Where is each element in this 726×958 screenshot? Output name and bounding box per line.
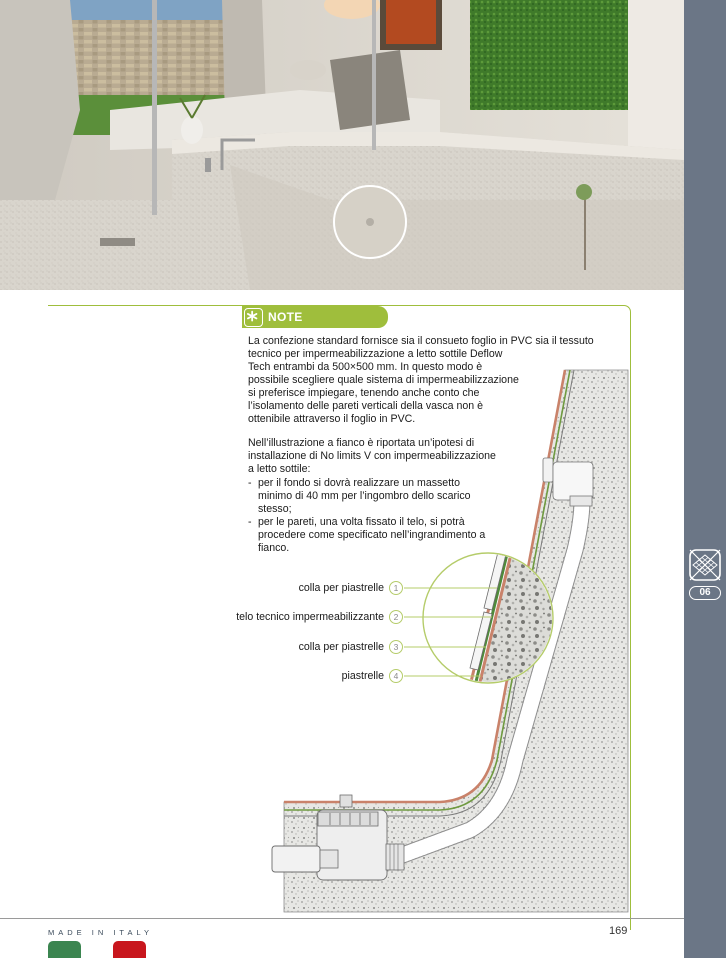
callout-label-2: telo tecnico impermeabilizzante [236,611,384,623]
text-line: per le pareti, una volta fissato il telo, si potrà [258,516,465,528]
callout-label-3: colla per piastrelle [298,641,384,653]
text-line: La confezione standard fornisce sia il consueto foglio in PVC sia il tessuto [248,335,594,347]
text-line: Tech entrambi da 500×500 mm. In questo modo è [248,361,483,373]
note-paragraph-2 [248,437,496,476]
text-line: ottenibile attraverso il foglio in PVC. [248,413,416,425]
bathroom-photo-illustration [0,0,684,290]
bullet-dash: - [248,477,252,489]
callout-label-1: colla per piastrelle [298,582,384,594]
text-line: Nell’illustrazione a fianco è riportata un’ipotesi di [248,437,475,449]
text-line: possibile scegliere quale sistema di impermeabilizzazione [248,374,519,386]
list-item [248,477,485,516]
page-number: 169 [609,925,628,937]
list-item [248,516,485,555]
text-line: a letto sottile: [248,463,311,475]
note-title: NOTE [268,310,303,324]
made-in-italy-label: MADE IN ITALY [48,928,154,937]
note-paragraph-1 [248,335,594,426]
asterisk-icon [244,308,263,327]
bathroom-photo [0,0,684,290]
chapter-number: 06 [689,586,721,600]
callout-number-3: 3 [389,640,403,654]
flag-red-stripe [113,941,146,958]
callout-number-2: 2 [389,610,403,624]
text-line: l’isolamento delle pareti verticali della vasca non è [248,400,483,412]
callout-number-4: 4 [389,669,403,683]
section-rule [48,305,242,306]
diamond-grid-icon [689,549,721,581]
text-line: si preferisce impiegare, tenendo anche conto che [248,387,480,399]
text-line: per il fondo si dovrà realizzare un massetto [258,477,460,489]
chapter-side-tab [684,0,726,958]
note-header [242,306,388,328]
text-line: stesso; [258,503,292,515]
footer-rule [0,918,684,919]
note-bullet-list [248,477,485,555]
text-line: tecnico per impermeabilizzazione a letto sottile Deflow [248,348,503,360]
flag-green-stripe [48,941,81,958]
text-line: installazione di No limits V con impermeabilizzazione [248,450,496,462]
text-line: procedere come specificato nell’ingrandimento a [258,529,486,541]
bullet-dash: - [248,516,252,528]
callout-label-4: piastrelle [341,670,384,682]
text-line: minimo di 40 mm per l’ingombro dello scarico [258,490,471,502]
text-line: fianco. [258,542,290,554]
callout-number-1: 1 [389,581,403,595]
